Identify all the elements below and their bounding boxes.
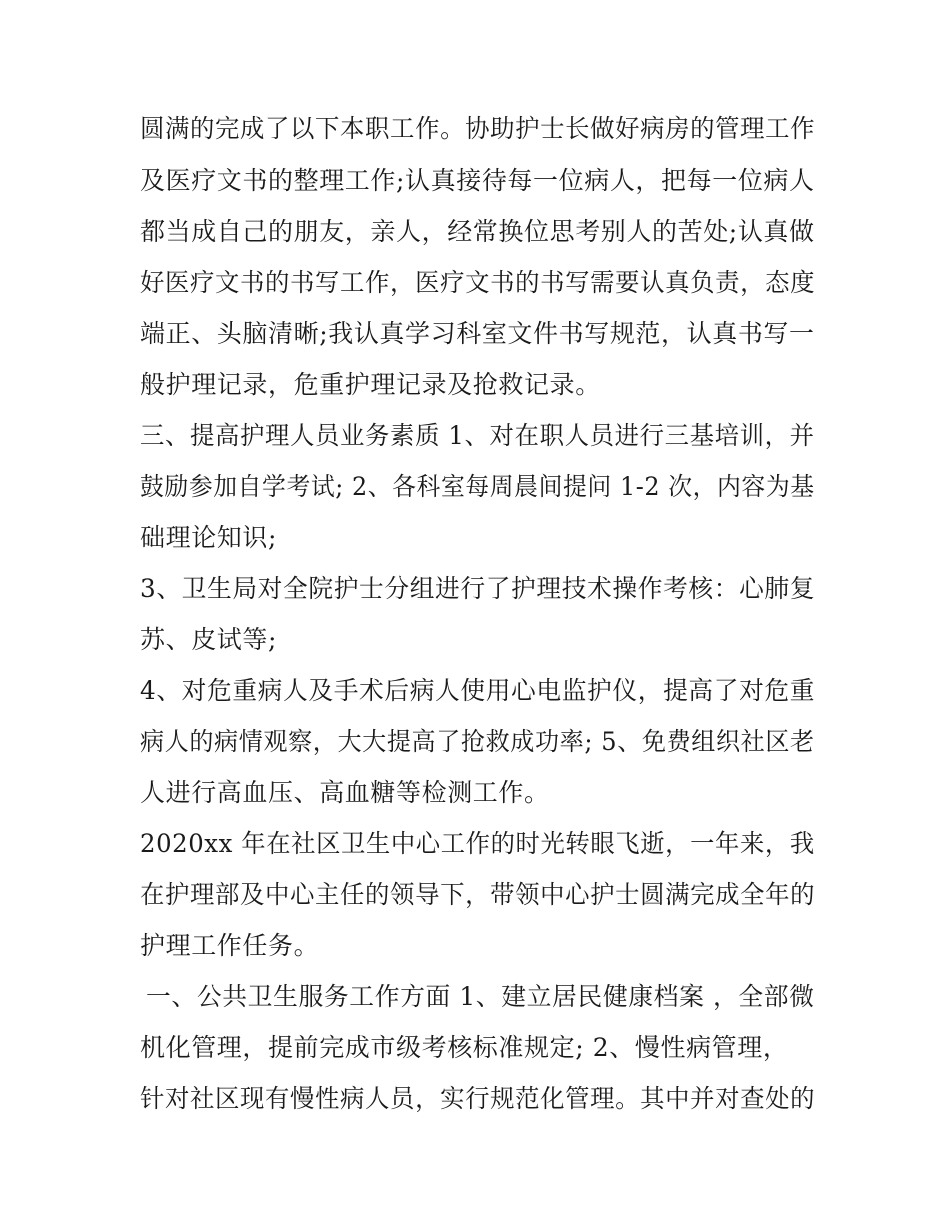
text-line-4: 好医疗文书的书写工作，医疗文书的书写需要认真负责，态度 [140,268,816,297]
text-line-6: 般护理记录，危重护理记录及抢救记录。 [140,370,601,399]
text-line-17: 护理工作任务。 [140,931,320,960]
text-line-11: 苏、皮试等; [140,625,278,654]
text-line-8: 鼓励参加自学考试; 2、各科室每周晨间提问 1-2 次，内容为基 [140,472,815,501]
text-line-7: 三、提高护理人员业务素质 1、对在职人员进行三基培训，并 [140,421,815,450]
text-line-15: 2020xx 年在社区卫生中心工作的时光转眼飞逝，一年来，我 [140,829,815,858]
text-line-14: 人进行高血压、高血糖等检测工作。 [140,778,550,807]
text-line-18: 一、公共卫生服务工作方面 1、建立居民健康档案 ，全部微 [146,982,815,1011]
text-line-20: 针对社区现有慢性病人员，实行规范化管理。其中并对查处的 [140,1084,816,1113]
text-line-12: 4、对危重病人及手术后病人使用心电监护仪，提高了对危重 [140,676,816,705]
text-line-16: 在护理部及中心主任的领导下，带领中心护士圆满完成全年的 [140,880,816,909]
text-line-13: 病人的病情观察，大大提高了抢救成功率; 5、免费组织社区老 [140,727,815,756]
text-line-9: 础理论知识; [140,523,278,552]
text-line-2: 及医疗文书的整理工作;认真接待每一位病人，把每一位病人 [140,166,815,195]
text-line-1: 圆满的完成了以下本职工作。协助护士长做好病房的管理工作 [140,114,816,143]
text-line-10: 3、卫生局对全院护士分组进行了护理技术操作考核：心肺复 [140,574,816,603]
text-line-3: 都当成自己的朋友，亲人，经常换位思考别人的苦处;认真做 [140,217,815,246]
text-line-19: 机化管理，提前完成市级考核标准规定; 2、慢性病管理， [140,1033,789,1062]
text-line-5: 端正、头脑清晰;我认真学习科室文件书写规范，认真书写一 [140,319,815,348]
